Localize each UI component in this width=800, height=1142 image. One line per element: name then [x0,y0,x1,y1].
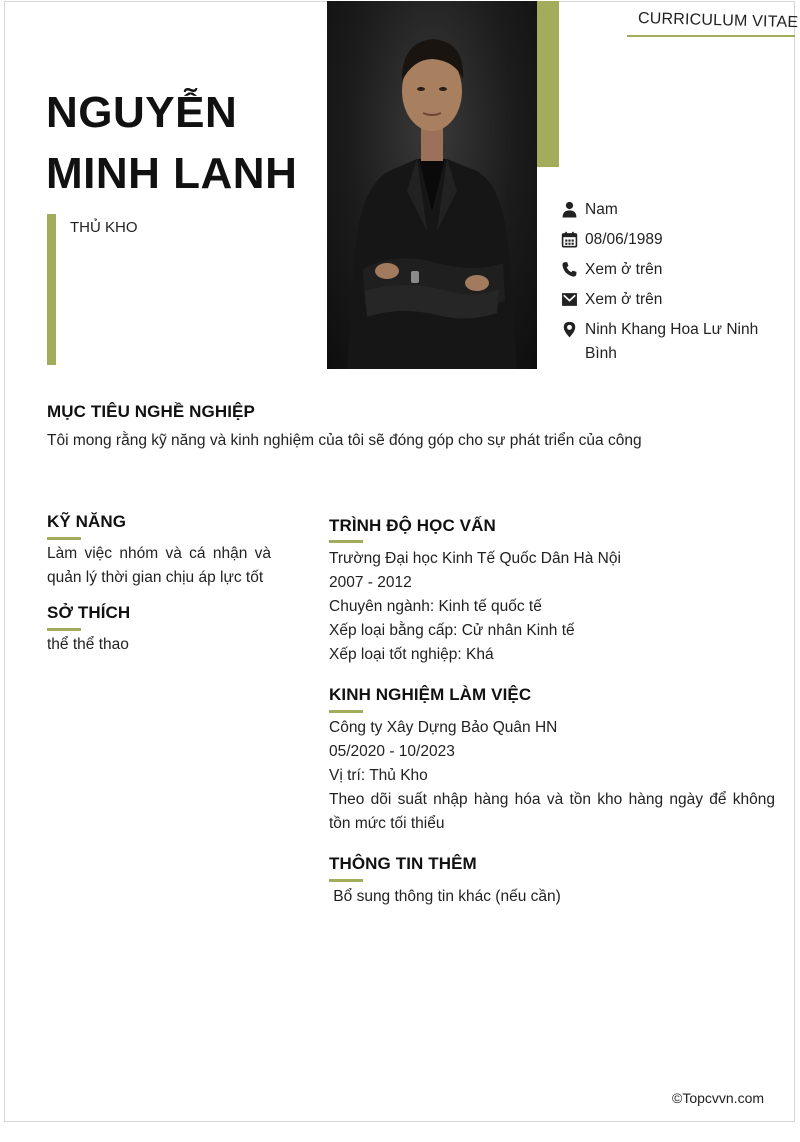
footer-credit: ©Topcvvn.com [672,1090,765,1106]
email-value: Xem ở trên [585,291,663,308]
contact-address [561,318,776,366]
contact-info [561,198,776,372]
objective-heading: MỤC TIÊU NGHỀ NGHIỆP [47,402,255,421]
objective-text: Tôi mong rằng kỹ năng và kinh nghiệm của tôi sẽ đóng góp cho sự phát triển của công [47,432,642,449]
email-icon [561,291,578,308]
education-heading: TRÌNH ĐỘ HỌC VẤN [329,516,496,535]
education-degree: Xếp loại bằng cấp: Cử nhân Kinh tế [329,622,575,639]
skills-heading-underline [47,537,81,540]
job-title: THỦ KHO [70,219,138,236]
education-details [329,547,775,667]
hobbies-heading-underline [47,628,81,631]
experience-heading-underline [329,710,363,713]
skills-text: Làm việc nhóm và cá nhận và quản lý thời gian chịu áp lực tốt [47,545,271,586]
contact-gender [561,198,776,222]
education-major: Chuyên ngành: Kinh tế quốc tế [329,598,542,615]
experience-period: 05/2020 - 10/2023 [329,743,455,760]
address-value: Ninh Khang Hoa Lư Ninh Bình [585,321,759,362]
calendar-icon [561,231,578,248]
curriculum-vitae-label: CURRICULUM VITAE [637,10,799,32]
experience-position: Vị trí: Thủ Kho [329,767,428,784]
contact-birthday [561,228,776,252]
education-heading-underline [329,540,363,543]
contact-phone [561,258,776,282]
phone-icon [561,261,578,278]
hobbies-heading: SỞ THÍCH [47,603,131,622]
experience-description: Theo dõi suất nhập hàng hóa và tồn kho hàng ngày để không tồn mức tối thiểu [329,791,775,832]
experience-company: Công ty Xây Dựng Bảo Quân HN [329,719,558,736]
contact-email [561,288,776,312]
skills-heading: KỸ NĂNG [47,512,127,531]
education-grade: Xếp loại tốt nghiệp: Khá [329,646,494,663]
additional-info-text: Bổ sung thông tin khác (nếu cần) [329,888,561,905]
photo-accent-bar [537,1,559,167]
cv-label-underline [627,35,795,37]
phone-value: Xem ở trên [585,261,663,278]
name-line-2: MINH LANH [46,149,298,198]
additional-info-heading: THÔNG TIN THÊM [329,854,477,873]
gender-value: Nam [585,201,618,218]
education-period: 2007 - 2012 [329,574,412,591]
location-icon [561,321,578,338]
additional-info-heading-underline [329,879,363,882]
user-icon [561,201,578,218]
candidate-name [46,82,336,204]
job-title-accent-bar [47,214,56,365]
education-school: Trường Đại học Kinh Tế Quốc Dân Hà Nội [329,550,621,567]
hobbies-text: thể thể thao [47,636,129,653]
birthday-value: 08/06/1989 [585,231,663,248]
name-line-1: NGUYỄN [46,88,238,137]
experience-heading: KINH NGHIỆM LÀM VIỆC [329,685,532,704]
experience-details [329,716,775,836]
profile-photo [327,1,537,369]
